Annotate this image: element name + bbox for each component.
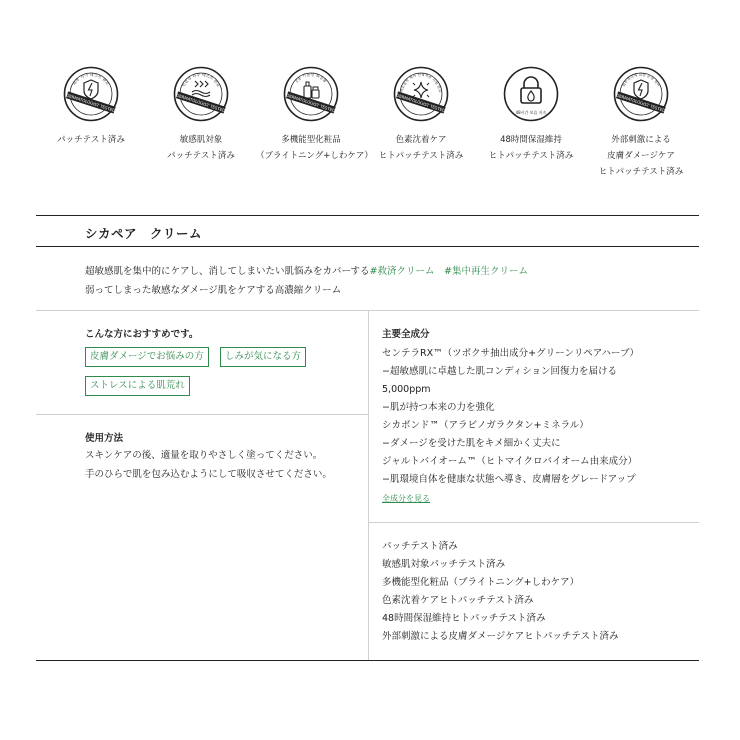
svg-text:2중 기능성 화장품: 2중 기능성 화장품 xyxy=(293,71,329,84)
cosmetic-bottles-icon xyxy=(283,66,339,122)
ingredients-list xyxy=(382,345,639,509)
concern-tag: ストレスによる肌荒れ xyxy=(85,376,190,396)
badge-caption-line: ヒトパッチテスト済み xyxy=(378,151,464,161)
all-ingredients-link[interactable]: 全成分を見る xyxy=(382,494,430,503)
ingredient-line: ジャルトバイオーム™（ヒトマイクロバイオーム由来成分） xyxy=(382,456,638,467)
description-text: 弱ってしまった敏感なダメージ肌をケアする高濃縮クリーム xyxy=(85,285,342,296)
usage-line: 手のひらで肌を包み込むようにして吸収させてください。 xyxy=(85,469,332,480)
ingredients-heading: 主要全成分 xyxy=(382,329,430,340)
svg-text:48시간 보습 지속: 48시간 보습 지속 xyxy=(515,110,547,115)
ingredient-line: −肌が持つ本来の力を強化 xyxy=(382,402,495,413)
certification-badges xyxy=(36,66,700,186)
svg-text:DERMATOLOGIST TESTED: DERMATOLOGIST TESTED xyxy=(65,92,116,114)
usage-heading: 使用方法 xyxy=(85,433,124,444)
svg-text:색소침착 케어 인체적용 시험 완료: 색소침착 케어 인체적용 시험 완료 xyxy=(400,72,442,93)
ingredient-line: −超敏感肌に卓越した肌コンディション回復力を届ける xyxy=(382,366,618,377)
usage-text xyxy=(85,446,332,484)
product-description xyxy=(85,262,528,300)
test-line: 敏感肌対象パッチテスト済み xyxy=(382,559,506,570)
badge-caption-line: 外部刺激による xyxy=(611,135,671,145)
ingredient-line: シカボンド™（アラビノガラクタン+ミネラル） xyxy=(382,420,589,431)
column-divider xyxy=(368,310,369,660)
badge-moisture xyxy=(476,66,586,164)
ingredient-line: −肌環境自体を健康な状態へ導き、皮膚層をグレードアップ xyxy=(382,474,636,485)
badge-multifunction xyxy=(256,66,373,164)
hashtag-text: #救済クリーム #集中再生クリーム xyxy=(369,266,528,277)
badge-pigmentation xyxy=(366,66,476,164)
usage-line: スキンケアの後、適量を取りやさしく塗ってください。 xyxy=(85,450,323,461)
badge-caption-line: 皮膚ダメージケア xyxy=(607,151,675,161)
info-grid-bottom-rule xyxy=(36,660,699,661)
badge-sensitive-skin xyxy=(146,66,256,164)
badge-caption-line: パッチテスト済み xyxy=(167,151,235,161)
lightning-shield-icon xyxy=(613,66,669,122)
moisture-lock-icon xyxy=(503,66,559,122)
right-row-divider xyxy=(368,522,699,523)
description-text: 超敏感肌を集中的にケアし、消してしまいたい肌悩みをカバーする xyxy=(85,266,370,277)
title-bottom-rule xyxy=(36,246,699,247)
concern-tag: 皮膚ダメージでお悩みの方 xyxy=(85,347,209,367)
section-top-rule xyxy=(36,215,699,216)
test-line: 多機能型化粧品（ブライトニング+しわケア） xyxy=(382,577,580,588)
ingredient-line: 5,000ppm xyxy=(382,384,431,395)
svg-text:DERMATOLOGIST TESTED: DERMATOLOGIST TESTED xyxy=(285,92,336,114)
test-line: 色素沈着ケアヒトパッチテスト済み xyxy=(382,595,534,606)
svg-text:민감성 피부 테스트 완료: 민감성 피부 테스트 완료 xyxy=(180,71,222,88)
badge-caption-line: パッチテスト済み xyxy=(57,135,125,145)
svg-text:외부자극에 의한 손상 케어: 외부자극에 의한 손상 케어 xyxy=(621,72,661,88)
svg-text:DERMATOLOGIST TESTED: DERMATOLOGIST TESTED xyxy=(615,92,666,114)
recommend-heading: こんな方におすすめです。 xyxy=(85,329,199,340)
svg-text:DERMATOLOGIST TESTED: DERMATOLOGIST TESTED xyxy=(395,92,446,114)
badge-patch-test xyxy=(36,66,146,148)
badge-caption-line: （ブライトニング+しわケア） xyxy=(256,151,373,161)
badge-caption-line: ヒトパッチテスト済み xyxy=(598,167,684,177)
test-line: パッチテスト済み xyxy=(382,541,458,552)
test-line: 48時間保湿維持ヒトパッチテスト済み xyxy=(382,613,546,624)
badge-caption-line: 色素沈着ケア xyxy=(395,135,447,145)
ingredient-line: −ダメージを受けた肌をキメ細かく丈夫に xyxy=(382,438,561,449)
svg-text:피부 자극 테스트 완료: 피부 자극 테스트 완료 xyxy=(71,71,111,87)
sparkle-icon xyxy=(393,66,449,122)
concern-tag: しみが気になる方 xyxy=(220,347,306,367)
svg-text:DERMATOLOGIST TESTED: DERMATOLOGIST TESTED xyxy=(175,92,226,114)
lightning-shield-icon xyxy=(63,66,119,122)
badge-caption-line: 多機能型化粧品 xyxy=(281,135,341,145)
badge-caption-line: ヒトパッチテスト済み xyxy=(488,151,574,161)
sensitive-skin-icon xyxy=(173,66,229,122)
left-row-divider xyxy=(36,414,368,415)
badge-external-damage xyxy=(586,66,696,180)
ingredient-line: センテラRX™（ツボクサ抽出成分+グリーンリペアハーブ） xyxy=(382,348,640,359)
badge-caption-line: 48時間保湿維持 xyxy=(500,135,562,145)
badge-caption-line: 敏感肌対象 xyxy=(179,135,223,145)
product-title: シカペア クリーム xyxy=(85,226,203,241)
test-line: 外部刺激による皮膚ダメージケアヒトパッチテスト済み xyxy=(382,631,619,642)
test-results-list xyxy=(382,538,619,646)
